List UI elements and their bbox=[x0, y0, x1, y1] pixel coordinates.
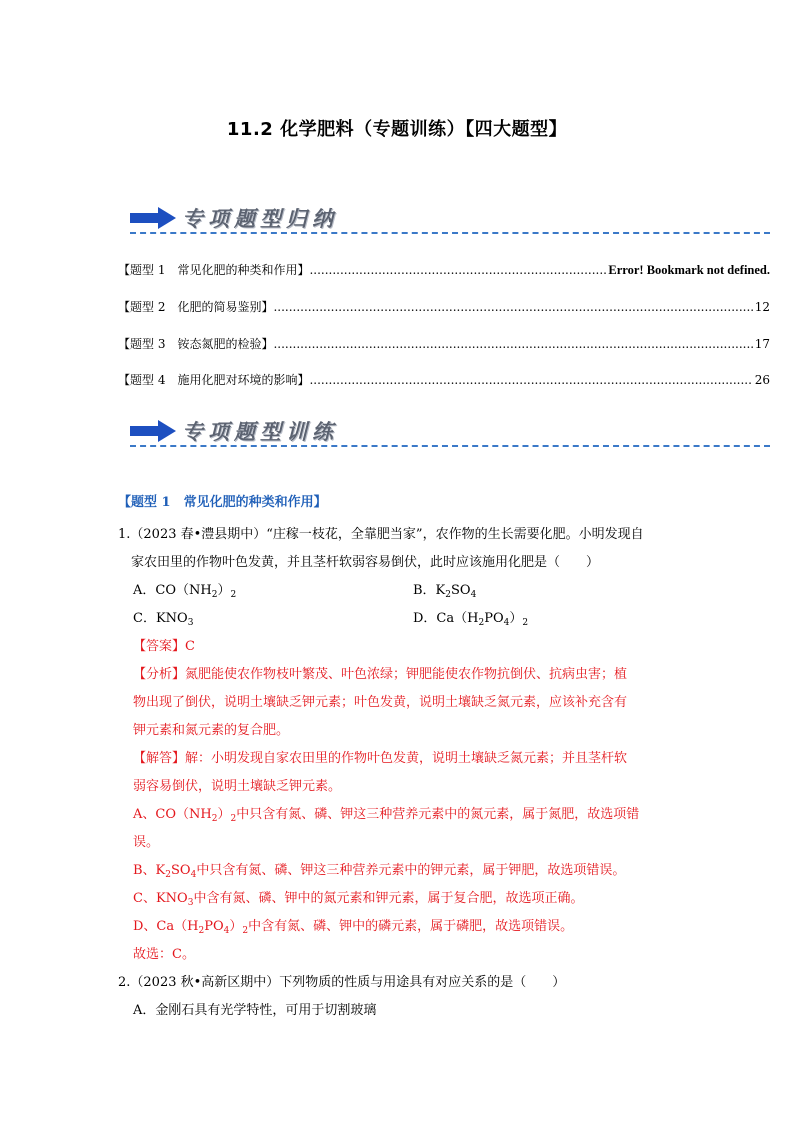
section-banner-summary bbox=[130, 203, 770, 235]
toc-item[interactable] bbox=[118, 372, 770, 388]
solution-line: 弱容易倒伏，说明土壤缺乏钾元素。 bbox=[133, 779, 342, 794]
option-a[interactable]: A．$CO(NH_2)_2$ bbox=[133, 583, 237, 600]
question-1 bbox=[118, 521, 678, 577]
toc-item-label: 【题型 2 化肥的简易鉴别】 bbox=[118, 300, 274, 314]
solution-option-d: D、$Ca(H_2PO_4)_2$中含有氮、磷、钾中的磷元素，属于磷肥，故选项错误。 bbox=[133, 919, 574, 936]
toc-item-label: 【题型 4 施用化肥对环境的影响】 bbox=[118, 373, 310, 387]
solution-line: 【解答】解：小明发现自家农田里的作物叶色发黄，说明土壤缺乏氮元素；并且茎杆软 bbox=[133, 751, 628, 766]
toc-item[interactable] bbox=[118, 336, 770, 352]
analysis-line: 【分析】氮肥能使农作物枝叶繁茂、叶色浓绿；钾肥能使农作物抗倒伏、抗病虫害；植 bbox=[133, 667, 628, 682]
section-banner-training bbox=[130, 416, 770, 448]
solution-option-c: C、$KNO_3$中含有氮、磷、钾中的氮元素和钾元素，属于复合肥，故选项正确。 bbox=[133, 891, 584, 908]
toc-leader-dots bbox=[309, 262, 606, 278]
question-stem-line: 家农田里的作物叶色发黄，并且茎杆软弱容易倒伏，此时应该施用化肥是（ ） bbox=[131, 555, 600, 570]
final-choice: 故选：C。 bbox=[133, 947, 195, 962]
toc-item-label: 【题型 1 常见化肥的种类和作用】 bbox=[118, 263, 310, 277]
option-c[interactable]: C．$KNO_3$ bbox=[133, 611, 194, 628]
banner-divider bbox=[130, 445, 770, 447]
banner-title: 专项题型归纳 bbox=[182, 206, 338, 231]
right-arrow-icon bbox=[130, 207, 176, 229]
toc-leader-dots bbox=[273, 336, 752, 352]
answer-label: 【答案】C bbox=[133, 639, 195, 654]
toc-item-page: 12 bbox=[754, 300, 770, 314]
solution-option-a: A、$CO(NH_2)_2$中只含有氮、磷、钾这三种营养元素中的氮元素，属于氮肥，故选项错 bbox=[133, 807, 640, 824]
question-2 bbox=[118, 969, 678, 1025]
toc-item[interactable] bbox=[118, 299, 770, 315]
option-d[interactable]: D．$Ca(H_2PO_4)_2$ bbox=[413, 611, 529, 628]
solution-option-b: B、$K_2SO_4$中只含有氮、磷、钾这三种营养元素中的钾元素，属于钾肥，故选项错误。 bbox=[133, 863, 626, 880]
banner-divider bbox=[130, 232, 770, 234]
toc-leader-dots bbox=[273, 299, 752, 315]
question-stem-line: 2.（2023 秋•高新区期中）下列物质的性质与用途具有对应关系的是（ ） bbox=[118, 975, 566, 990]
answer-block bbox=[133, 633, 678, 969]
option-b[interactable]: B．$K_2SO_4$ bbox=[413, 583, 477, 600]
right-arrow-icon bbox=[130, 420, 176, 442]
toc-item-page: 17 bbox=[754, 337, 770, 351]
solution-option-a-cont: 误。 bbox=[133, 835, 160, 850]
option-a[interactable]: A．金刚石具有光学特性，可用于切割玻璃 bbox=[133, 1003, 377, 1018]
toc-item-page: 26 bbox=[754, 373, 770, 387]
toc-item-label: 【题型 3 铵态氮肥的检验】 bbox=[118, 337, 274, 351]
analysis-line: 钾元素和氮元素的复合肥。 bbox=[133, 723, 290, 738]
banner-title: 专项题型训练 bbox=[182, 419, 338, 444]
section-heading: 【题型 1 常见化肥的种类和作用】 bbox=[118, 495, 327, 510]
toc-item-page: Error! Bookmark not defined. bbox=[608, 263, 770, 277]
toc-item[interactable] bbox=[118, 262, 770, 278]
analysis-line: 物出现了倒伏，说明土壤缺乏钾元素；叶色发黄，说明土壤缺乏氮元素，应该补充含有 bbox=[133, 695, 628, 710]
toc-leader-dots bbox=[309, 372, 752, 388]
question-stem-line: 1.（2023 春•澧县期中）“庄稼一枝花，全靠肥当家”，农作物的生长需要化肥。小明发现自 bbox=[118, 527, 644, 542]
page-title: 11.2 化学肥料（专题训练）【四大题型】 bbox=[226, 119, 568, 140]
